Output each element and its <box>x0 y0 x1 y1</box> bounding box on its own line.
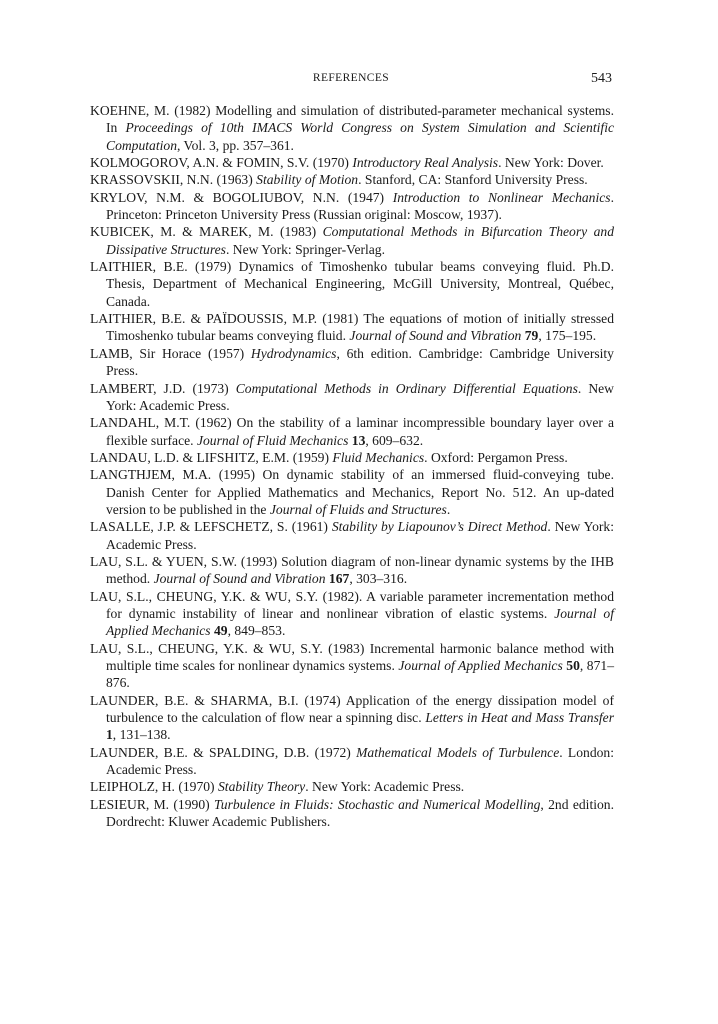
reference-entry <box>90 223 614 258</box>
reference-title: Journal of Applied Mechanics <box>398 658 563 673</box>
reference-text: KUBICEK, M. & MAREK, M. (1983) <box>90 224 323 240</box>
reference-text: , 849–853. <box>227 623 286 639</box>
reference-entry <box>90 310 614 345</box>
reference-text: . New York: Academic Press. <box>106 519 614 552</box>
reference-title: Journal of Fluids and Structures <box>269 501 447 517</box>
reference-text: LANDAHL, M.T. (1962) On the stability of a laminar incompressible boundary layer over a flexible surface. <box>90 415 614 448</box>
reference-text: . London: Academic Press. <box>106 744 614 778</box>
reference-text: LAUNDER, B.E. & SPALDING, D.B. (1972) <box>90 744 357 760</box>
reference-text: LAU, S.L., CHEUNG, Y.K. & WU, S.Y. (1982). A variable parameter incrementation method for dynamic instability of linear and nonlinear vibration of elastic systems. <box>90 588 614 621</box>
reference-entry <box>90 449 614 466</box>
reference-title: Stability by Liapounov’s Direct Method <box>331 519 548 535</box>
reference-text: LAMB, Sir Horace (1957) <box>90 345 251 361</box>
reference-volume: 50 <box>566 658 580 673</box>
page-header <box>90 72 612 90</box>
reference-volume: 1 <box>106 727 113 743</box>
reference-text: , 175–195. <box>538 328 597 344</box>
reference-text: KRYLOV, N.M. & BOGOLIUBOV, N.N. (1947) <box>90 189 393 205</box>
reference-text: KOLMOGOROV, A.N. & FOMIN, S.V. (1970) <box>90 155 353 171</box>
reference-text: . Stanford, CA: Stanford University Press. <box>358 172 588 188</box>
reference-text: . New York: Academic Press. <box>106 380 614 413</box>
reference-entry <box>90 345 614 380</box>
reference-entry <box>90 744 614 779</box>
page-number: 543 <box>591 71 612 86</box>
reference-list <box>90 102 614 830</box>
reference-entry <box>90 414 614 449</box>
reference-text: , 131–138. <box>112 727 171 743</box>
reference-entry <box>90 380 614 415</box>
reference-text: . Oxford: Pergamon Press. <box>424 449 568 465</box>
reference-text: LESIEUR, M. (1990) <box>90 796 214 812</box>
reference-title: Journal of Sound and Vibration <box>349 328 522 344</box>
reference-entry <box>90 102 614 154</box>
reference-text: , Vol. 3, pp. 357–361. <box>177 137 294 153</box>
reference-title: Journal of Fluid Mechanics <box>196 432 349 448</box>
reference-text: . New York: Dover. <box>498 155 604 171</box>
reference-title: Hydrodynamics <box>250 345 337 361</box>
reference-text: , 2nd edition. Dordrecht: Kluwer Academic Publishers. <box>106 796 614 830</box>
reference-title: Computational Methods in Bifurcation Theory and Dissipative Structures <box>106 224 614 257</box>
reference-text: , 609–632. <box>365 432 424 448</box>
reference-entry <box>90 466 614 518</box>
reference-entry <box>90 258 614 310</box>
reference-text: LASALLE, J.P. & LEFSCHETZ, S. (1961) <box>90 519 332 535</box>
reference-volume: 167 <box>328 571 350 587</box>
reference-text: LAITHIER, B.E. & PAÏDOUSSIS, M.P. (1981) The equations of motion of initially stressed Timoshenko tubular beams conveying fluid. <box>90 311 614 344</box>
reference-entry <box>90 640 614 692</box>
reference-text: KRASSOVSKII, N.N. (1963) <box>90 172 257 188</box>
reference-title: Journal of Sound and Vibration <box>153 571 326 587</box>
reference-text: LAU, S.L. & YUEN, S.W. (1993) Solution diagram of non-linear dynamic systems by the IHB method. <box>90 553 614 587</box>
reference-text: , 871–876. <box>106 658 614 691</box>
reference-entry <box>90 518 614 553</box>
reference-text: LANDAU, L.D. & LIFSHITZ, E.M. (1959) <box>90 449 333 465</box>
reference-text: LANGTHJEM, M.A. (1995) On dynamic stability of an immersed fluid-conveying tube. Danish Center for Applied Mathematics and Mechanics, Report No. 512. An up-dated version to be published in the <box>90 467 614 517</box>
reference-title: Introduction to Nonlinear Mechanics <box>392 189 611 205</box>
reference-entry <box>90 154 614 171</box>
reference-text: KOEHNE, M. (1982) Modelling and simulation of distributed-parameter mechanical systems. In <box>90 103 614 136</box>
reference-title: Computational Methods in Ordinary Differential Equations <box>235 380 578 396</box>
reference-text: LAUNDER, B.E. & SHARMA, B.I. (1974) Application of the energy dissipation model of turbulence to the calculation of flow near a spinning disc. <box>90 692 614 726</box>
reference-volume: 49 <box>213 623 228 639</box>
reference-text: LAMBERT, J.D. (1973) <box>90 380 236 396</box>
reference-volume: 13 <box>351 432 366 448</box>
reference-title: Mathematical Models of Turbulence <box>356 744 560 760</box>
reference-text: . Princeton: Princeton University Press (Russian original: Moscow, 1937). <box>106 189 614 223</box>
reference-text: LAITHIER, B.E. (1979) Dynamics of Timoshenko tubular beams conveying fluid. Ph.D. Thesis, Department of Mechanical Engineering, McGill University, Montreal, Québec, Canada. <box>90 259 614 309</box>
reference-title: Introductory Real Analysis <box>352 155 499 171</box>
reference-entry <box>90 189 614 224</box>
reference-text: LAU, S.L., CHEUNG, Y.K. & WU, S.Y. (1983) Incremental harmonic balance method with multiple time scales for nonlinear dynamics systems. <box>90 640 614 673</box>
reference-entry <box>90 796 614 831</box>
reference-title: Fluid Mechanics <box>332 449 425 465</box>
reference-entry <box>90 692 614 744</box>
reference-entry <box>90 588 614 640</box>
running-title: REFERENCES <box>312 72 390 84</box>
reference-title: Turbulence in Fluids: Stochastic and Numerical Modelling <box>213 796 541 812</box>
reference-entry <box>90 553 614 588</box>
reference-title: Stability of Motion <box>256 172 359 188</box>
reference-text: . New York: Springer-Verlag. <box>225 241 386 257</box>
reference-title: Proceedings of 10th IMACS World Congress on System Simulation and Scientific Computation <box>106 120 614 153</box>
reference-title: Journal of Applied Mechanics <box>106 605 614 639</box>
reference-entry <box>90 778 614 795</box>
reference-entry <box>90 171 614 188</box>
reference-volume: 79 <box>524 328 539 344</box>
reference-text: LEIPHOLZ, H. (1970) <box>90 779 218 795</box>
reference-text: , 6th edition. Cambridge: Cambridge University Press. <box>106 345 614 379</box>
reference-text: , 303–316. <box>349 571 408 587</box>
reference-text: . New York: Academic Press. <box>305 779 465 795</box>
reference-title: Stability Theory <box>218 779 306 795</box>
reference-text: . <box>446 501 451 517</box>
reference-title: Letters in Heat and Mass Transfer <box>425 710 614 726</box>
